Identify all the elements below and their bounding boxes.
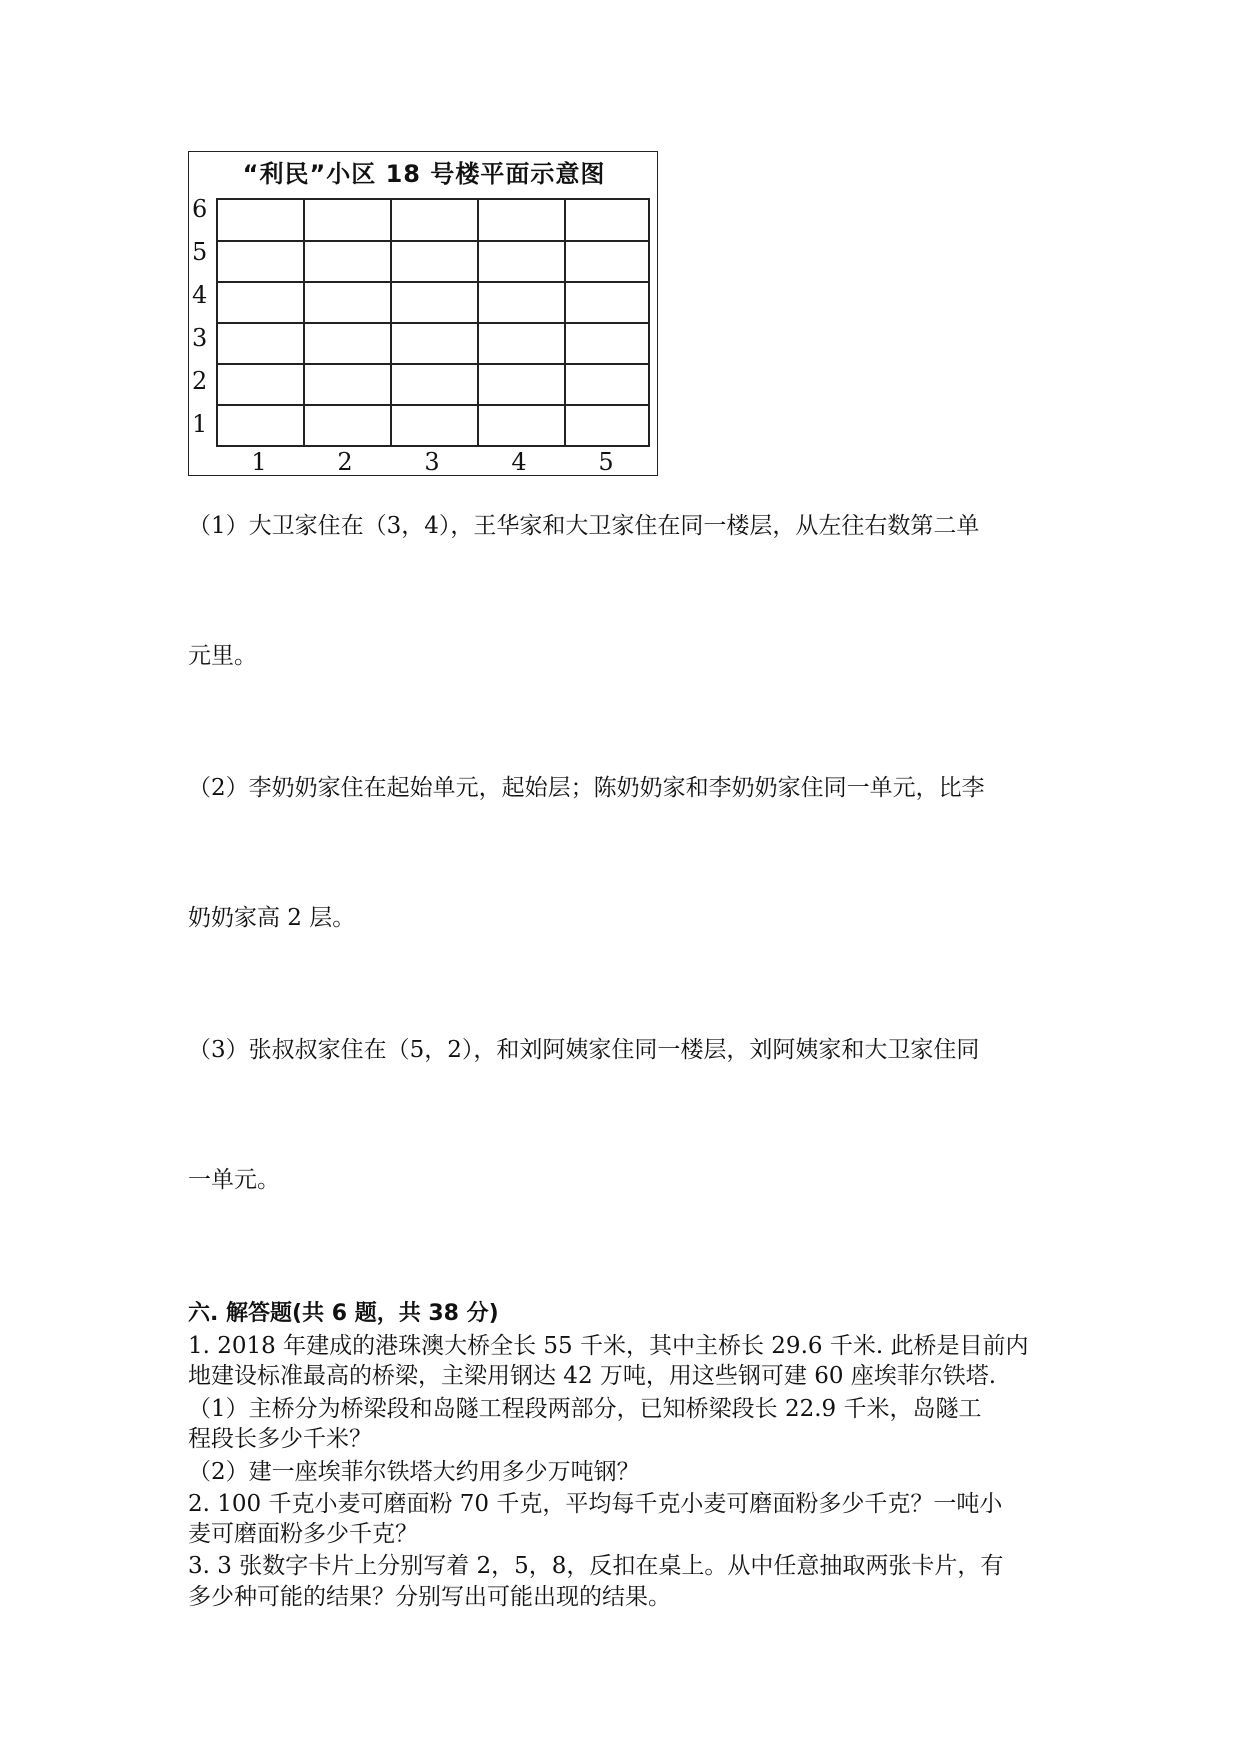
problem-text-line: 3. 3 张数字卡片上分别写着 2，5，8，反扣在桌上。从中任意抽取两张卡片，有 xyxy=(188,1553,1004,1579)
figure-title: “利民”小区 18 号楼平面示意图 xyxy=(242,160,606,188)
y-axis-label: 2 xyxy=(192,367,208,395)
grid-row-divider xyxy=(218,363,648,365)
floor-plan-figure xyxy=(188,151,658,476)
problem-text-line: 地建设标准最高的桥梁，主梁用钢达 42 万吨，用这些钢可建 60 座埃菲尔铁塔. xyxy=(188,1363,997,1389)
problem-text-line: （2）建一座埃菲尔铁塔大约用多少万吨钢？ xyxy=(188,1459,640,1485)
x-axis-label: 5 xyxy=(598,448,614,476)
question-1-line-2: 元里。 xyxy=(188,643,257,669)
grid-row-divider xyxy=(218,240,648,242)
question-3-line-1: （3）张叔叔家住在（5，2），和刘阿姨家住同一楼层，刘阿姨家和大卫家住同 xyxy=(188,1037,980,1063)
question-1-line-1: （1）大卫家住在（3，4），王华家和大卫家住在同一楼层，从左往右数第二单 xyxy=(188,513,980,539)
y-axis-label: 4 xyxy=(192,281,208,309)
problem-text-line: 程段长多少千米？ xyxy=(188,1426,372,1452)
grid-row-divider xyxy=(218,322,648,324)
x-axis-label: 3 xyxy=(424,448,440,476)
question-2-line-2: 奶奶家高 2 层。 xyxy=(188,905,356,931)
y-axis-label: 5 xyxy=(192,238,208,266)
floor-plan-grid xyxy=(216,198,650,447)
problem-text-line: 多少种可能的结果？分别写出可能出现的结果。 xyxy=(188,1584,671,1610)
grid-row-divider xyxy=(218,281,648,283)
question-3-line-2: 一单元。 xyxy=(188,1167,280,1193)
problem-text-line: 麦可磨面粉多少千克？ xyxy=(188,1521,418,1547)
section-title: 六. 解答题(共 6 题，共 38 分) xyxy=(188,1301,499,1326)
y-axis-label: 6 xyxy=(192,195,208,223)
question-2-line-1: （2）李奶奶家住在起始单元，起始层；陈奶奶家和李奶奶家住同一单元，比李 xyxy=(188,775,985,801)
grid-row-divider xyxy=(218,404,648,406)
problem-text-line: 1. 2018 年建成的港珠澳大桥全长 55 千米，其中主桥长 29.6 千米. 此桥是目前内 xyxy=(188,1333,1029,1359)
y-axis-label: 3 xyxy=(192,324,208,352)
problem-text-line: 2. 100 千克小麦可磨面粉 70 千克，平均每千克小麦可磨面粉多少千克？一吨小 xyxy=(188,1491,1003,1517)
problem-text-line: （1）主桥分为桥梁段和岛隧工程段两部分，已知桥梁段长 22.9 千米，岛隧工 xyxy=(188,1396,982,1422)
x-axis-label: 4 xyxy=(511,448,527,476)
x-axis-label: 2 xyxy=(337,448,353,476)
y-axis-label: 1 xyxy=(192,410,208,438)
x-axis-label: 1 xyxy=(251,448,267,476)
